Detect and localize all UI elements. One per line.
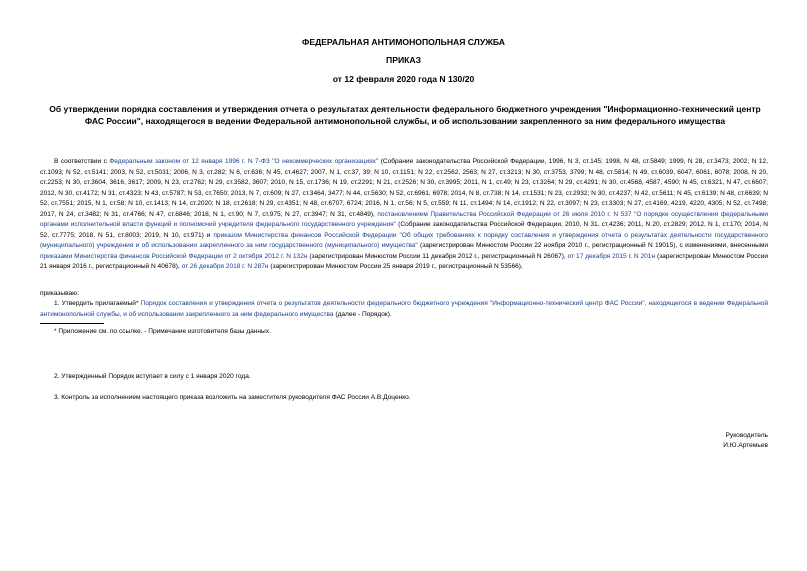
- preamble-text-3: (Собрание законодательства Российской Федерации, 2010, N 31, ст.4236; 2011, N 20, ст.2829; 2012, N 1, ст.170; 2014, N 52, ст.7775; 2018, N 51, ст.8003; 2019, N 10, ст.971) и: [40, 221, 769, 239]
- law-link-minfin-order[interactable]: приказом Министерства финансов Российской Федерации "Об общих требованиях к порядку составления и утверждения отчета о результатах деятельности государственного (муниципального) учреждения и об использовании закрепленного за ним государственного (муниципального) имущества": [40, 231, 769, 249]
- preamble-text-5: (зарегистрирован Минюстом России 11 декабря 2012 г., регистрационный N 26067),: [307, 252, 568, 260]
- signature-name: И.Ю.Артемьев: [723, 442, 768, 449]
- law-link-federal-law[interactable]: Федеральным законом от 12 января 1996 г. N 7-ФЗ "О некоммерческих организациях": [109, 158, 379, 165]
- item1-text-2: (далее - Порядок).: [333, 310, 392, 318]
- document-type: ПРИКАЗ: [386, 55, 421, 65]
- document-date: от 12 февраля 2020 года N 130/20: [332, 74, 475, 84]
- item1-text-1: 1. Утвердить прилагаемый*: [54, 300, 141, 307]
- signature-position: Руководитель: [725, 432, 768, 439]
- agency-name: ФЕДЕРАЛЬНАЯ АНТИМОНОПОЛЬНАЯ СЛУЖБА: [302, 37, 505, 47]
- preamble-text-1: В соответствии с: [54, 158, 110, 165]
- footnote-divider: [40, 323, 104, 324]
- law-link-government-decree[interactable]: постановлением Правительства Российской Федерации от 26 июля 2010 г. N 537 "О порядке осуществления федеральными органами исполнительной власти функций и полномочий учредителя федерального государственного учреждения": [40, 210, 768, 228]
- law-link-201n[interactable]: от 17 декабря 2015 г. N 201н: [567, 252, 656, 260]
- law-link-287n[interactable]: от 26 декабря 2018 г. N 287н: [181, 263, 269, 270]
- preamble-text-7: (зарегистрирован Минюстом России 25 января 2019 г., регистрационный N 53566),: [268, 263, 523, 270]
- footnote: * Приложение см. по ссылке. - Примечание изготовителя базы данных.: [54, 328, 271, 335]
- procedure-link[interactable]: Порядок составления и утверждения отчета о результатов деятельности федерального бюджетного учреждения "Информационно-технический центр ФАС России", находящегося в ведении Федеральной антимонопольной службы, и об использовании закрепленного за ним федерального имущества: [40, 300, 768, 318]
- preamble-text-4: (зарегистрирован Минюстом России 22 ноября 2010 г., регистрационный N 19015), с изменениями, внесенными: [417, 242, 768, 249]
- order-item-2: 2. Утвержденный Порядок вступает в силу с 1 января 2020 года.: [54, 373, 251, 380]
- order-word: приказываю:: [40, 290, 79, 297]
- preamble-text-6: (зарегистрирован Минюстом России 21 января 2016 г., регистрационный N 40678),: [40, 252, 769, 270]
- order-item-1: [40, 299, 768, 320]
- document-title: Об утверждении порядка составления и утверждения отчета о результатах деятельности федерального бюджетного учреждения "Информационно-технический центр ФАС России", находящегося в ведении Федеральной антимонопольной службы, и об использовании закрепленного за ним федерального имущества: [49, 104, 761, 126]
- preamble-text-2: (Собрание законодательства Российской Федерации, 1996, N 3, ст.145; 1998, N 48, ст.5849; 1999, N 28, ст.3473; 2002, N 12, ст.1093; N 52, ст.5141; 2003, N 52, ст.5031; 2006, N 3, ст.282; N 6, ст.636; N 45, ст.4627; 2007, N 1, ст.37, 39; N 10, ст.1151; N 22, ст.2562, 2563; N 27, ст.3213; N 30, ст.3753, 3799; N 48, ст.5814; N 49, ст.6039, 6047, 6061, 6078; 2008, N 20, ст.2253; N 30, ст.3604, 3616, 3617; 2009, N 23, ст.2762; N 29, ст.3582, 3607; 2010, N 15, ст.1736; N 19, ст.2291; N 21, ст.2526; N 30, ст.3995; 2011, N 1, ст.49; N 23, ст.3264; N 29, ст.4291; N 30, ст.4568, 4587, 4590; N 45, ст.6321, N 47, ст.6607; 2012, N 30, ст.4172; N 31, ст.4323; N 43, ст.5787; N 53, ст.7650; 2013, N 7, ст.609; N 27, ст.3464, 3477; N 44, ст.5630; N 52, ст.6961, 6978; 2014, N 8, ст.738; N 14, ст.1531; N 23, ст.2932; N 30, ст.4237; N 42, ст.5611; N 45, ст.6139; N 48, ст.6639; N 52, ст.7551; 2015, N 1, ст.58; N 10, ст.1413; N 14, ст.2020; N 18, ст.2618; N 29, ст.4351; N 48, ст.6707, 6724; 2016, N 1, ст.56; N 5, ст.559; N 11, ст.1494; N 14, ст.1912; N 22, ст.3097; N 23, ст.3303; N 27, ст.4169, 4219, 4220, 4305; N 52, ст.7498; 2017, N 24, ст.3482; N 31, ст.4766; N 47, ст.6846; 2018, N 1, ст.90; N 7, ст.975; N 27, ст.3947; N 31, ст.4849),: [40, 158, 768, 218]
- preamble-paragraph: [40, 157, 768, 273]
- law-link-minfin-132n[interactable]: приказами Министерства финансов Российской Федерации от 2 октября 2012 г. N 132н: [40, 252, 308, 260]
- order-item-3: 3. Контроль за исполнением настоящего приказа возложить на заместителя руководителя ФАС России А.В.Доценко.: [54, 394, 411, 401]
